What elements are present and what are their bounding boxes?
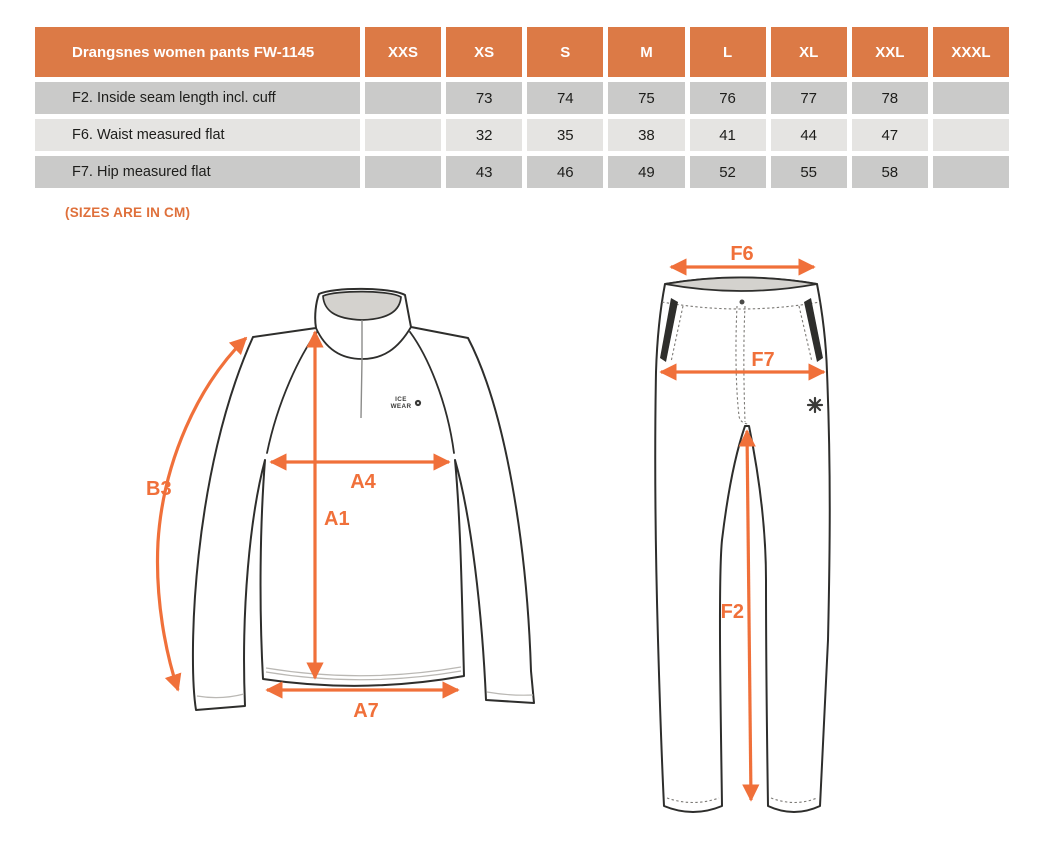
- label-a4: A4: [350, 471, 376, 493]
- table-cell: 58: [852, 156, 928, 188]
- logo-text-line2: WEAR: [390, 403, 412, 410]
- sweater-outline: [193, 289, 534, 710]
- pants-outline: [655, 278, 830, 813]
- table-cell: 73: [446, 82, 522, 114]
- pants-diagram: [655, 243, 830, 812]
- size-header-xxxl: XXXL: [933, 27, 1009, 77]
- measurement-diagrams: [0, 240, 1039, 858]
- size-header-xxl: XXL: [852, 27, 928, 77]
- measurement-arrow-f2: [747, 431, 751, 800]
- table-cell: 41: [690, 119, 766, 151]
- table-cell: 38: [608, 119, 684, 151]
- table-cell: [365, 82, 441, 114]
- size-header-s: S: [527, 27, 603, 77]
- size-header-l: L: [690, 27, 766, 77]
- table-cell: 55: [771, 156, 847, 188]
- row-label-f7: F7. Hip measured flat: [35, 156, 360, 188]
- label-f2: F2: [720, 601, 744, 623]
- table-cell: 32: [446, 119, 522, 151]
- table-cell: 77: [771, 82, 847, 114]
- table-cell: 49: [608, 156, 684, 188]
- label-f7: F7: [751, 349, 775, 371]
- logo-flower-center: [417, 402, 419, 404]
- table-cell: [365, 119, 441, 151]
- row-label-f2: F2. Inside seam length incl. cuff: [35, 82, 360, 114]
- sizes-unit-note: (SIZES ARE IN CM): [65, 205, 191, 220]
- table-cell: 44: [771, 119, 847, 151]
- size-header-xxs: XXS: [365, 27, 441, 77]
- table-cell: [933, 119, 1009, 151]
- label-b3: B3: [146, 478, 172, 500]
- label-a1: A1: [324, 508, 350, 530]
- size-table: [35, 27, 1009, 188]
- row-label-f6: F6. Waist measured flat: [35, 119, 360, 151]
- size-header-xs: XS: [446, 27, 522, 77]
- sweater-diagram: [146, 289, 534, 722]
- snowflake-logo-icon: [808, 398, 822, 412]
- size-header-xl: XL: [771, 27, 847, 77]
- table-cell: 75: [608, 82, 684, 114]
- table-cell: 35: [527, 119, 603, 151]
- label-a7: A7: [353, 700, 379, 722]
- table-title: Drangsnes women pants FW-1145: [35, 27, 360, 77]
- table-cell: 43: [446, 156, 522, 188]
- waist-button: [740, 300, 745, 305]
- table-cell: 52: [690, 156, 766, 188]
- table-cell: 76: [690, 82, 766, 114]
- table-cell: 74: [527, 82, 603, 114]
- logo-text-line1: ICE: [395, 396, 407, 403]
- table-cell: 47: [852, 119, 928, 151]
- size-header-m: M: [608, 27, 684, 77]
- table-cell: 46: [527, 156, 603, 188]
- label-f6: F6: [730, 243, 754, 265]
- table-cell: 78: [852, 82, 928, 114]
- table-cell: [933, 156, 1009, 188]
- table-cell: [365, 156, 441, 188]
- table-cell: [933, 82, 1009, 114]
